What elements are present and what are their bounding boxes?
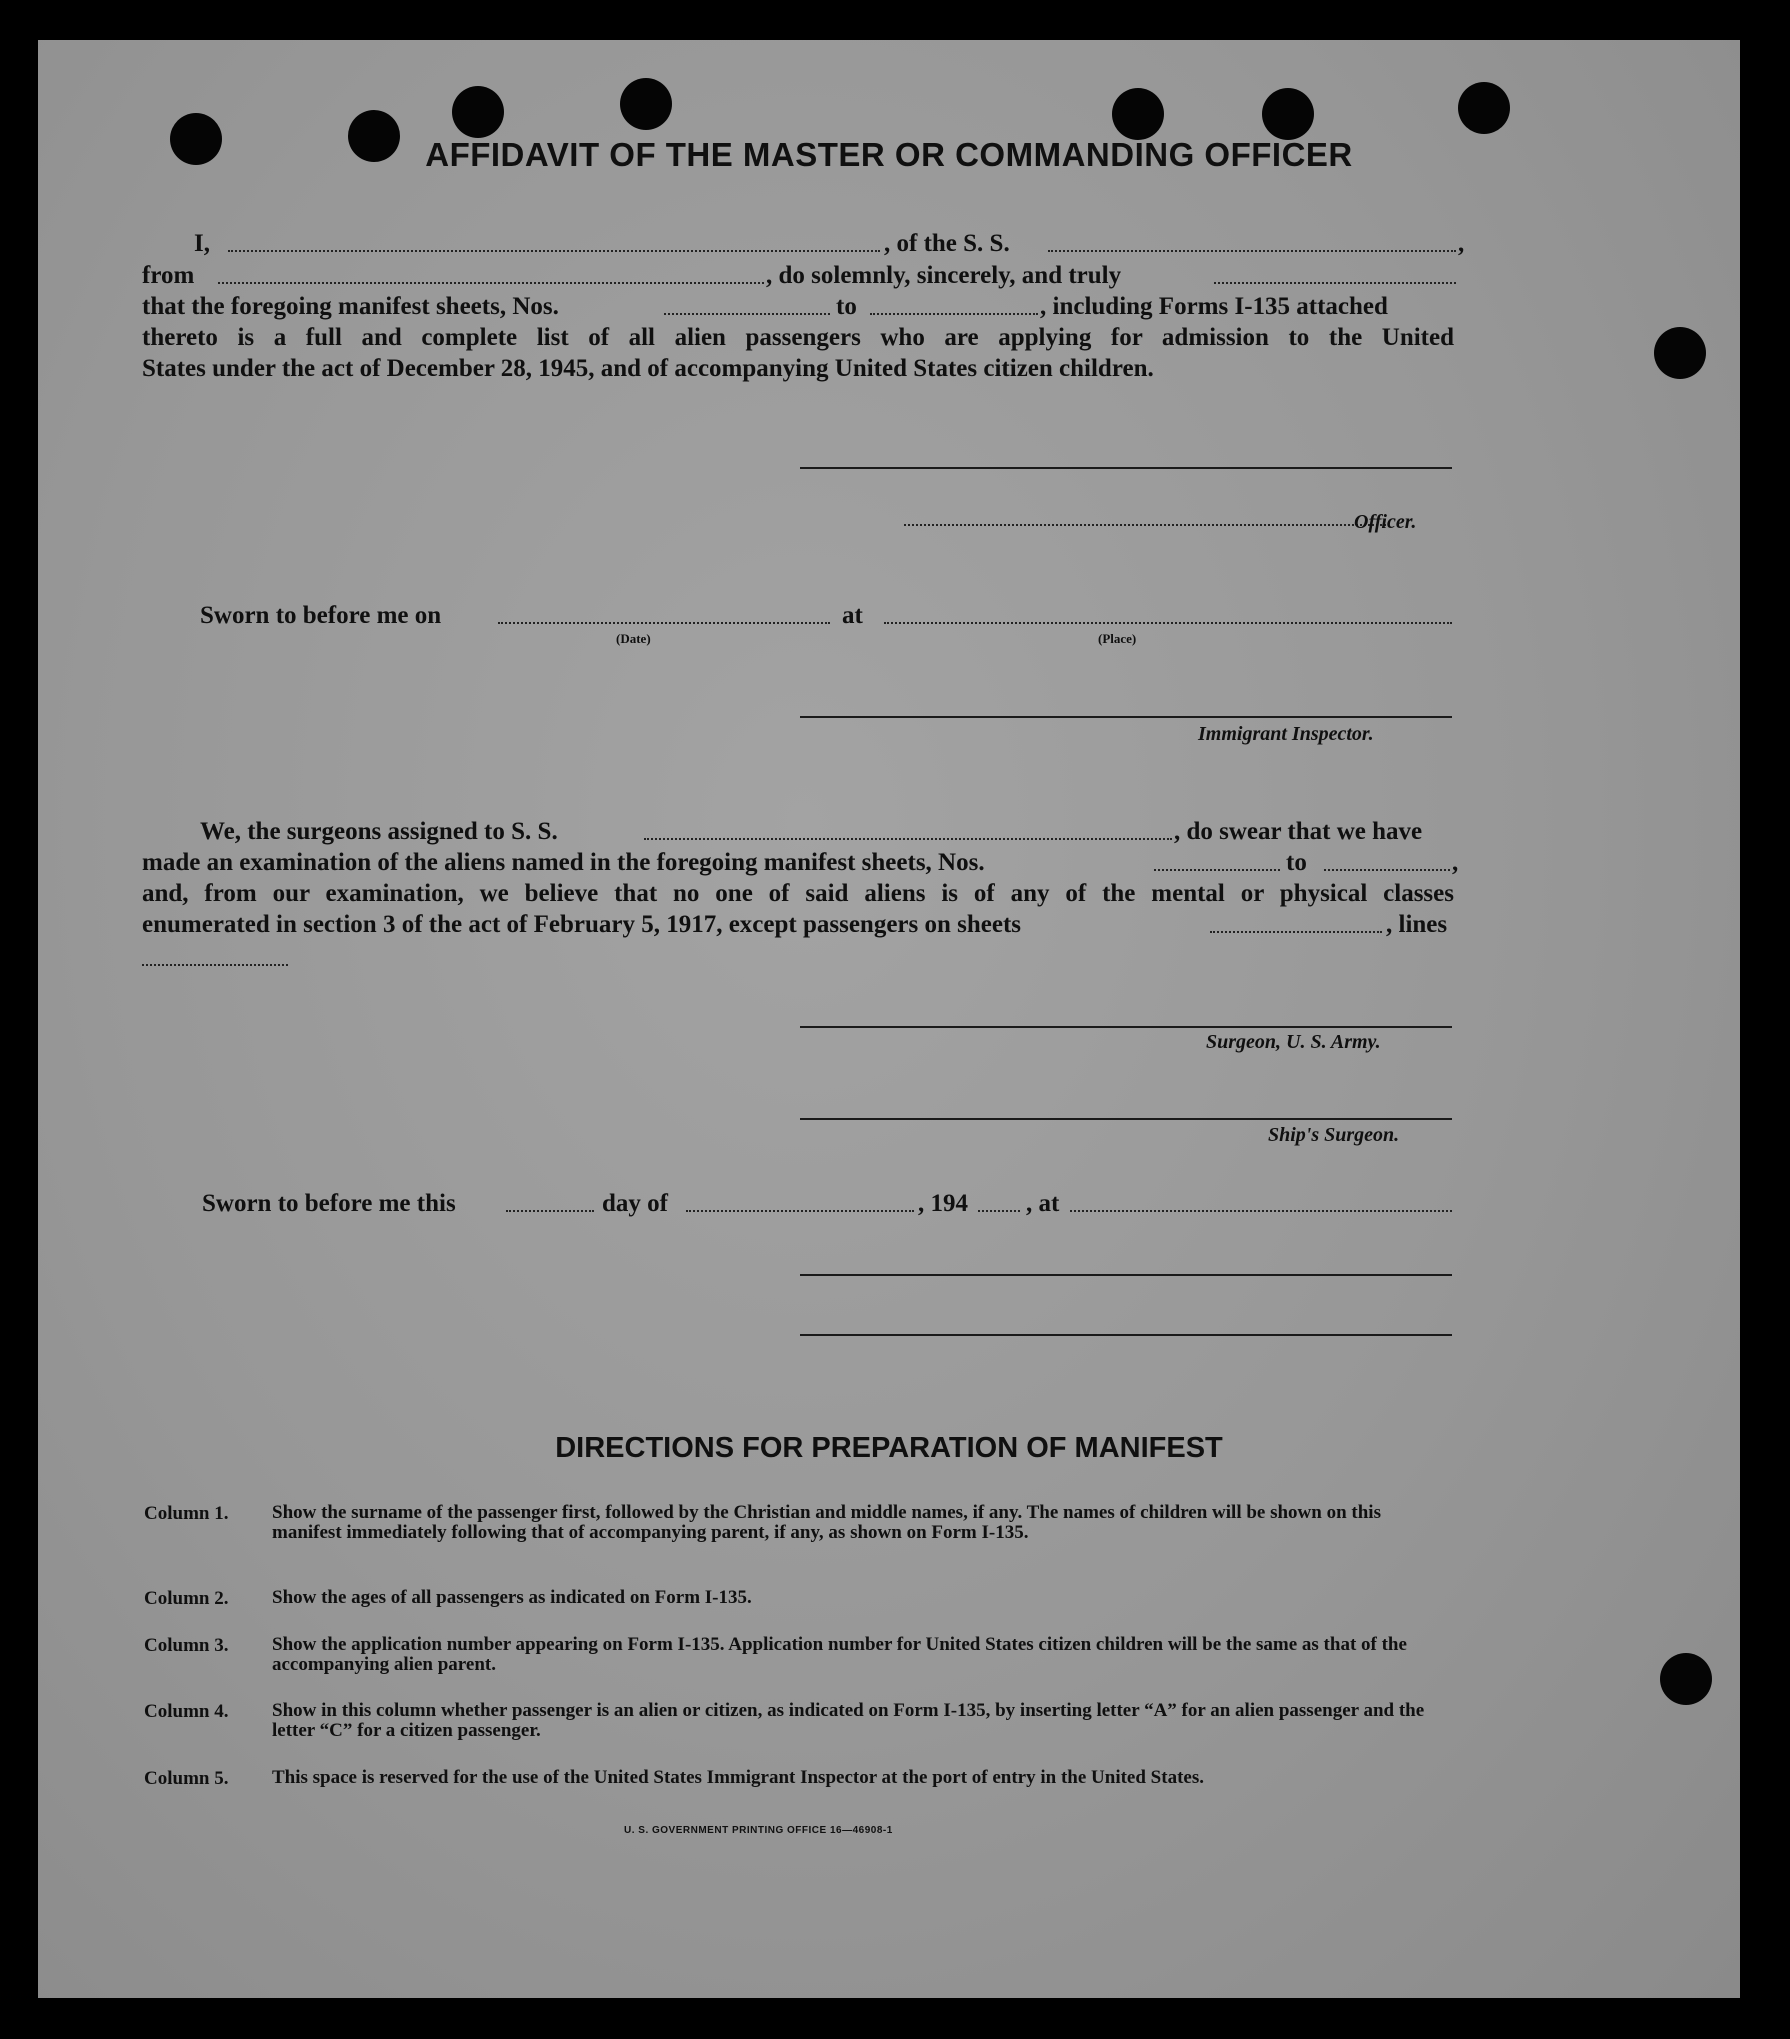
text-including: , including Forms I-135 attached — [1040, 293, 1388, 320]
column-3-label: Column 3. — [144, 1635, 229, 1656]
directions-title: DIRECTIONS FOR PREPARATION OF MANIFEST — [555, 1432, 1223, 1464]
punch-hole — [1660, 1653, 1712, 1705]
column-4-text: Show in this column whether passenger is an alien or citizen, as indicated on Form I-135, by inserting letter “A” for an alien passenger and the letter “C” for a citizen passenger. — [272, 1700, 1425, 1741]
printing-office-imprint: U. S. GOVERNMENT PRINTING OFFICE 16—46908-1 — [624, 1825, 893, 1836]
sworn-place-field[interactable] — [884, 622, 1452, 624]
form-page — [38, 40, 1740, 1998]
officer-signature-line[interactable] — [800, 467, 1452, 469]
column-2-text: Show the ages of all passengers as indicated on Form I-135. — [272, 1587, 752, 1608]
inspector-label: Immigrant Inspector. — [1198, 723, 1374, 745]
day-field[interactable] — [506, 1210, 594, 1212]
affidavit-line-4: thereto is a full and complete list of all alien passengers who are applying for admission to the United — [142, 324, 1454, 351]
ship-surgeon-label: Ship's Surgeon. — [1268, 1124, 1400, 1146]
text-comma: , — [1458, 230, 1465, 257]
text-i: I, — [194, 230, 210, 257]
sheet-to-field[interactable] — [870, 313, 1038, 315]
affidavit-line-5: States under the act of December 28, 1945, and of accompanying United States citizen children. — [142, 355, 1154, 382]
punch-hole — [620, 78, 672, 130]
surgeon-ship-field[interactable] — [644, 838, 1172, 840]
text-to: to — [836, 293, 857, 320]
text-at: , at — [1026, 1190, 1060, 1217]
army-surgeon-label: Surgeon, U. S. Army. — [1206, 1031, 1381, 1053]
inspector-signature-line[interactable] — [800, 716, 1452, 718]
master-name-field[interactable] — [228, 250, 880, 252]
text-at: at — [842, 602, 863, 629]
text-to: to — [1286, 849, 1307, 876]
column-1-label: Column 1. — [144, 1503, 229, 1524]
date-label: (Date) — [616, 631, 651, 646]
month-field[interactable] — [686, 1210, 914, 1212]
column-1-text: Show the surname of the passenger first, followed by the Christian and middle names, if any. The names of children will be shown on this manifest immediately following that of accompanying parent, if any, as shown on Form I-135. — [272, 1502, 1381, 1543]
column-2-label: Column 2. — [144, 1588, 229, 1609]
text-sworn-on: Sworn to before me on — [200, 602, 442, 629]
punch-hole — [1458, 82, 1510, 134]
text-surgeons: We, the surgeons assigned to S. S. — [200, 818, 558, 845]
except-lines-field[interactable] — [142, 964, 288, 966]
from-port-field[interactable] — [218, 282, 764, 284]
text-swear: , do solemnly, sincerely, and truly — [766, 262, 1122, 289]
oath-field[interactable] — [1214, 282, 1456, 284]
except-sheets-field[interactable] — [1210, 931, 1382, 933]
ship-name-field[interactable] — [1048, 250, 1456, 252]
officer-title-line[interactable] — [904, 524, 1386, 526]
officer-label: Officer. — [1354, 511, 1417, 533]
sworn-place-2-field[interactable] — [1070, 1210, 1452, 1212]
punch-hole — [1654, 327, 1706, 379]
punch-hole — [1262, 88, 1314, 140]
punch-hole — [452, 86, 504, 138]
place-label: (Place) — [1098, 631, 1137, 646]
official-title-line[interactable] — [800, 1334, 1452, 1336]
column-5-text: This space is reserved for the use of the United States Immigrant Inspector at the port of entry in the United States. — [272, 1767, 1204, 1788]
punch-hole — [1112, 88, 1164, 140]
exam-sheet-from-field[interactable] — [1154, 869, 1280, 871]
column-4-label: Column 4. — [144, 1701, 229, 1722]
sheet-from-field[interactable] — [664, 313, 830, 315]
affidavit-title: AFFIDAVIT OF THE MASTER OR COMMANDING OFFICER — [425, 136, 1353, 173]
exam-sheet-to-field[interactable] — [1324, 869, 1450, 871]
text-lines: , lines — [1386, 911, 1448, 938]
army-surgeon-signature-line[interactable] — [800, 1026, 1452, 1028]
text-sworn-this: Sworn to before me this — [202, 1190, 456, 1217]
text-day-of: day of — [602, 1190, 668, 1217]
surgeons-line-3: and, from our examination, we believe that no one of said aliens is of any of the mental or physical classes — [142, 880, 1454, 907]
text-manifest-sheets: that the foregoing manifest sheets, Nos. — [142, 293, 559, 320]
text-enumerated: enumerated in section 3 of the act of February 5, 1917, except passengers on sheets — [142, 911, 1022, 938]
text-examination: made an examination of the aliens named in the foregoing manifest sheets, Nos. — [142, 849, 985, 876]
text-of-ss: , of the S. S. — [884, 230, 1010, 257]
ship-surgeon-signature-line[interactable] — [800, 1118, 1452, 1120]
text-year: , 194 — [918, 1190, 968, 1217]
text-from: from — [142, 262, 195, 289]
text-comma: , — [1452, 849, 1459, 876]
text-do-swear: , do swear that we have — [1174, 818, 1423, 845]
column-3-text: Show the application number appearing on Form I-135. Application number for United States citizen children will be the same as that of the accompanying alien parent. — [272, 1634, 1407, 1675]
official-signature-line[interactable] — [800, 1274, 1452, 1276]
sworn-date-field[interactable] — [498, 622, 830, 624]
column-5-label: Column 5. — [144, 1768, 229, 1789]
year-field[interactable] — [978, 1210, 1020, 1212]
